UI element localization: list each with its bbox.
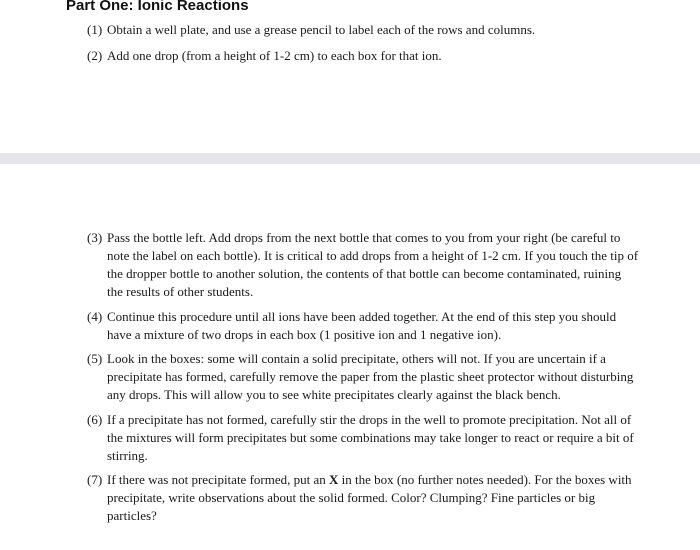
- step-text-bold-mark: X: [329, 472, 339, 487]
- step-text: Obtain a well plate, and use a grease pencil to label each of the rows and columns.: [107, 22, 536, 37]
- step-item: [87, 229, 639, 301]
- step-number: (1): [87, 22, 103, 37]
- step-number: (4): [87, 308, 103, 324]
- step-item: [87, 21, 647, 39]
- step-item: [87, 350, 639, 404]
- step-item: [87, 308, 639, 344]
- step-item: [87, 47, 647, 65]
- step-text-after: in the box (no further notes needed). For the boxes with precipitate, write observations about the solid formed. Color? Clumping? Fine particles or big particles?: [107, 472, 632, 523]
- procedure-steps-bottom: [87, 229, 639, 532]
- step-number: (2): [87, 48, 103, 63]
- step-text: Pass the bottle left. Add drops from the next bottle that comes to you from your right (be careful to note the label on each bottle). It is critical to add drops from a height of 1-2 cm. If you touch the tip of the dropper bottle to another solution, the contents of that bottle can become contaminated, ruining the results of other students.: [107, 230, 639, 299]
- step-text: If a precipitate has not formed, carefully stir the drops in the well to promote precipitation. Not all of the mixtures will form precipitates but some combinations may take longer to react or require a bit of stirring.: [107, 411, 634, 463]
- step-number: (3): [87, 230, 103, 245]
- step-text-before: If there was not precipitate formed, put an: [107, 472, 329, 487]
- step-number: (6): [87, 411, 103, 427]
- page-divider: [0, 153, 700, 164]
- procedure-steps-top: [87, 21, 647, 73]
- step-text: Look in the boxes: some will contain a solid precipitate, others will not. If you are uncertain if a precipitate has formed, carefully remove the paper from the plastic sheet protector without disturbing any drops. This will allow you to see white precipitates clearly against the black bench.: [107, 351, 634, 402]
- step-number: (5): [87, 351, 103, 366]
- step-text: Add one drop (from a height of 1-2 cm) to each box for that ion.: [107, 48, 442, 63]
- section-heading: Part One: Ionic Reactions: [66, 0, 249, 14]
- step-item: [87, 471, 639, 525]
- step-text: Continue this procedure until all ions have been added together. At the end of this step you should have a mixture of two drops in each box (1 positive ion and 1 negative ion).: [107, 308, 617, 342]
- step-number: (7): [87, 472, 103, 487]
- step-text: [107, 472, 632, 523]
- step-item: [87, 411, 639, 465]
